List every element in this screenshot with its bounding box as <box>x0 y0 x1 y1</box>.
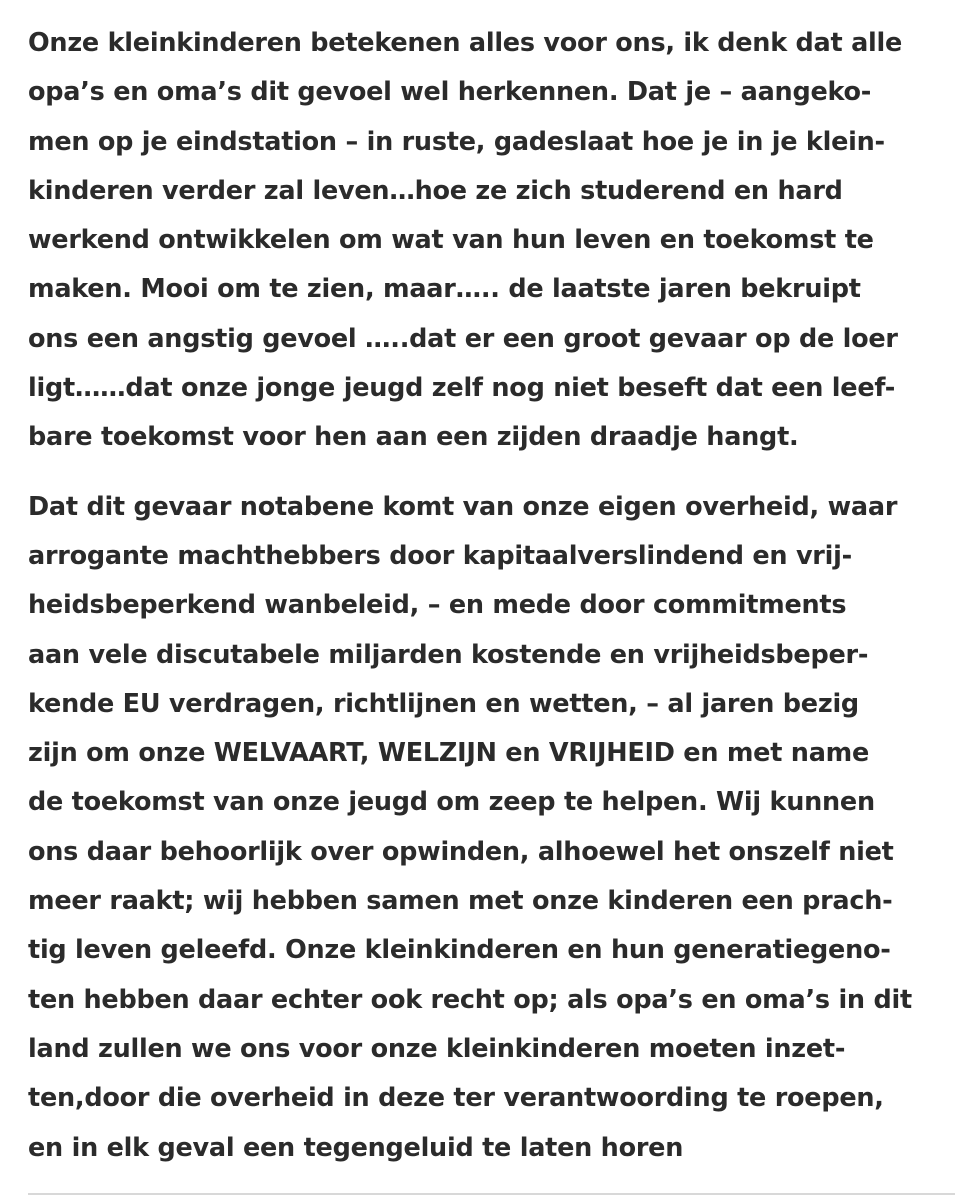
text-line: ten,door die overheid in deze ter verantwoording te roepen, <box>28 1083 884 1114</box>
text-line: maken. Mooi om te zien, maar….. de laatste jaren bekruipt <box>28 274 861 305</box>
text-line: meer raakt; wij hebben samen met onze kinderen een prach- <box>28 886 893 917</box>
text-line: kinderen verder zal leven…hoe ze zich studerend en hard <box>28 175 843 206</box>
text-line: land zullen we ons voor onze kleinkinderen moeten inzet- <box>28 1033 846 1064</box>
section-divider <box>28 1193 955 1195</box>
text-line: men op je eindstation – in ruste, gadeslaat hoe je in je klein- <box>28 126 885 157</box>
text-line: ons een angstig gevoel …..dat er een groot gevaar op de loer <box>28 323 898 354</box>
text-line: arrogante machthebbers door kapitaalverslindend en vrij- <box>28 540 852 571</box>
paragraph-1 <box>28 19 938 463</box>
text-line: Onze kleinkinderen betekenen alles voor ons, ik denk dat alle <box>28 28 903 58</box>
text-line: werkend ontwikkelen om wat van hun leven en toekomst te <box>28 225 874 256</box>
text-line: ons daar behoorlijk over opwinden, alhoewel het onszelf niet <box>28 836 894 867</box>
text-line: aan vele discutabele miljarden kostende en vrijheidsbeper- <box>28 639 869 670</box>
text-line: de toekomst van onze jeugd om zeep te helpen. Wij kunnen <box>28 787 875 818</box>
text-line: tig leven geleefd. Onze kleinkinderen en hun generatiegeno- <box>28 935 891 966</box>
paragraph-2 <box>28 483 938 1173</box>
text-line: Dat dit gevaar notabene komt van onze eigen overheid, waar <box>28 491 898 522</box>
text-line: heidsbeperkend wanbeleid, – en mede door commitments <box>28 590 847 621</box>
text-line: opa’s en oma’s dit gevoel wel herkennen. Dat je – aangeko- <box>28 77 872 108</box>
text-line: bare toekomst voor hen aan een zijden draadje hangt. <box>28 422 799 453</box>
article-body <box>28 19 938 1173</box>
text-line: en in elk geval een tegengeluid te laten horen <box>28 1132 684 1163</box>
text-line: zijn om onze WELVAART, WELZIJN en VRIJHEID en met name <box>28 738 870 769</box>
text-line: kende EU verdragen, richtlijnen en wetten, – al jaren bezig <box>28 688 859 719</box>
text-line: ligt……dat onze jonge jeugd zelf nog niet beseft dat een leef- <box>28 373 896 404</box>
text-line: ten hebben daar echter ook recht op; als opa’s en oma’s in dit <box>28 984 912 1015</box>
